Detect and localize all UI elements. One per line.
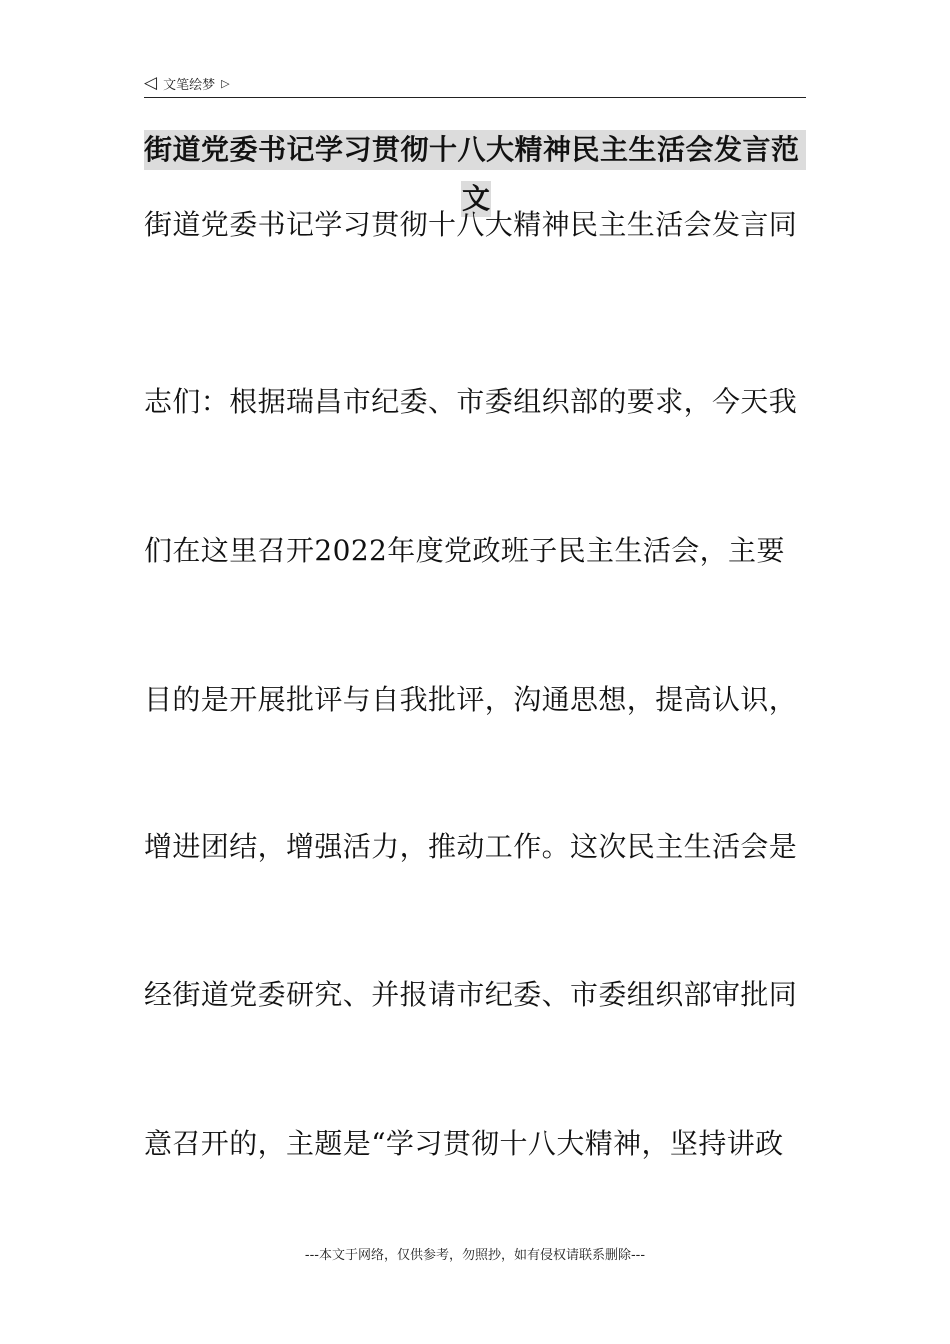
footer-disclaimer: ---本文于网络，仅供参考，勿照抄，如有侵权请联系删除--- (304, 1248, 646, 1263)
body-paragraph-line: 经街道党委研究、并报请市纪委、市委组织部审批同 (144, 978, 798, 1011)
triangle-right-icon: ▷ (221, 76, 230, 90)
body-paragraph-line: 目的是开展批评与自我批评，沟通思想，提高认识， (144, 683, 798, 716)
body-paragraph-line: 志们：根据瑞昌市纪委、市委组织部的要求，今天我 (144, 385, 798, 418)
document-header (144, 72, 230, 94)
body-paragraph-line: 们在这里召开2022年度党政班子民主生活会，主要 (144, 534, 785, 567)
body-paragraph-line: 意召开的，主题是“学习贯彻十八大精神，坚持讲政 (144, 1127, 784, 1160)
header-brand: 文笔绘梦 (163, 77, 216, 93)
triangle-left-icon: ◁ (144, 72, 158, 93)
header-divider (144, 97, 806, 98)
document-title-line-2: 文 (461, 182, 490, 215)
body-paragraph-line: 增进团结，增强活力，推动工作。这次民主生活会是 (144, 830, 798, 863)
body-paragraph-line: 街道党委书记学习贯彻十八大精神民主生活会发言同 (144, 208, 798, 241)
document-title-line-1: 街道党委书记学习贯彻十八大精神民主生活会发言范 (144, 130, 806, 170)
